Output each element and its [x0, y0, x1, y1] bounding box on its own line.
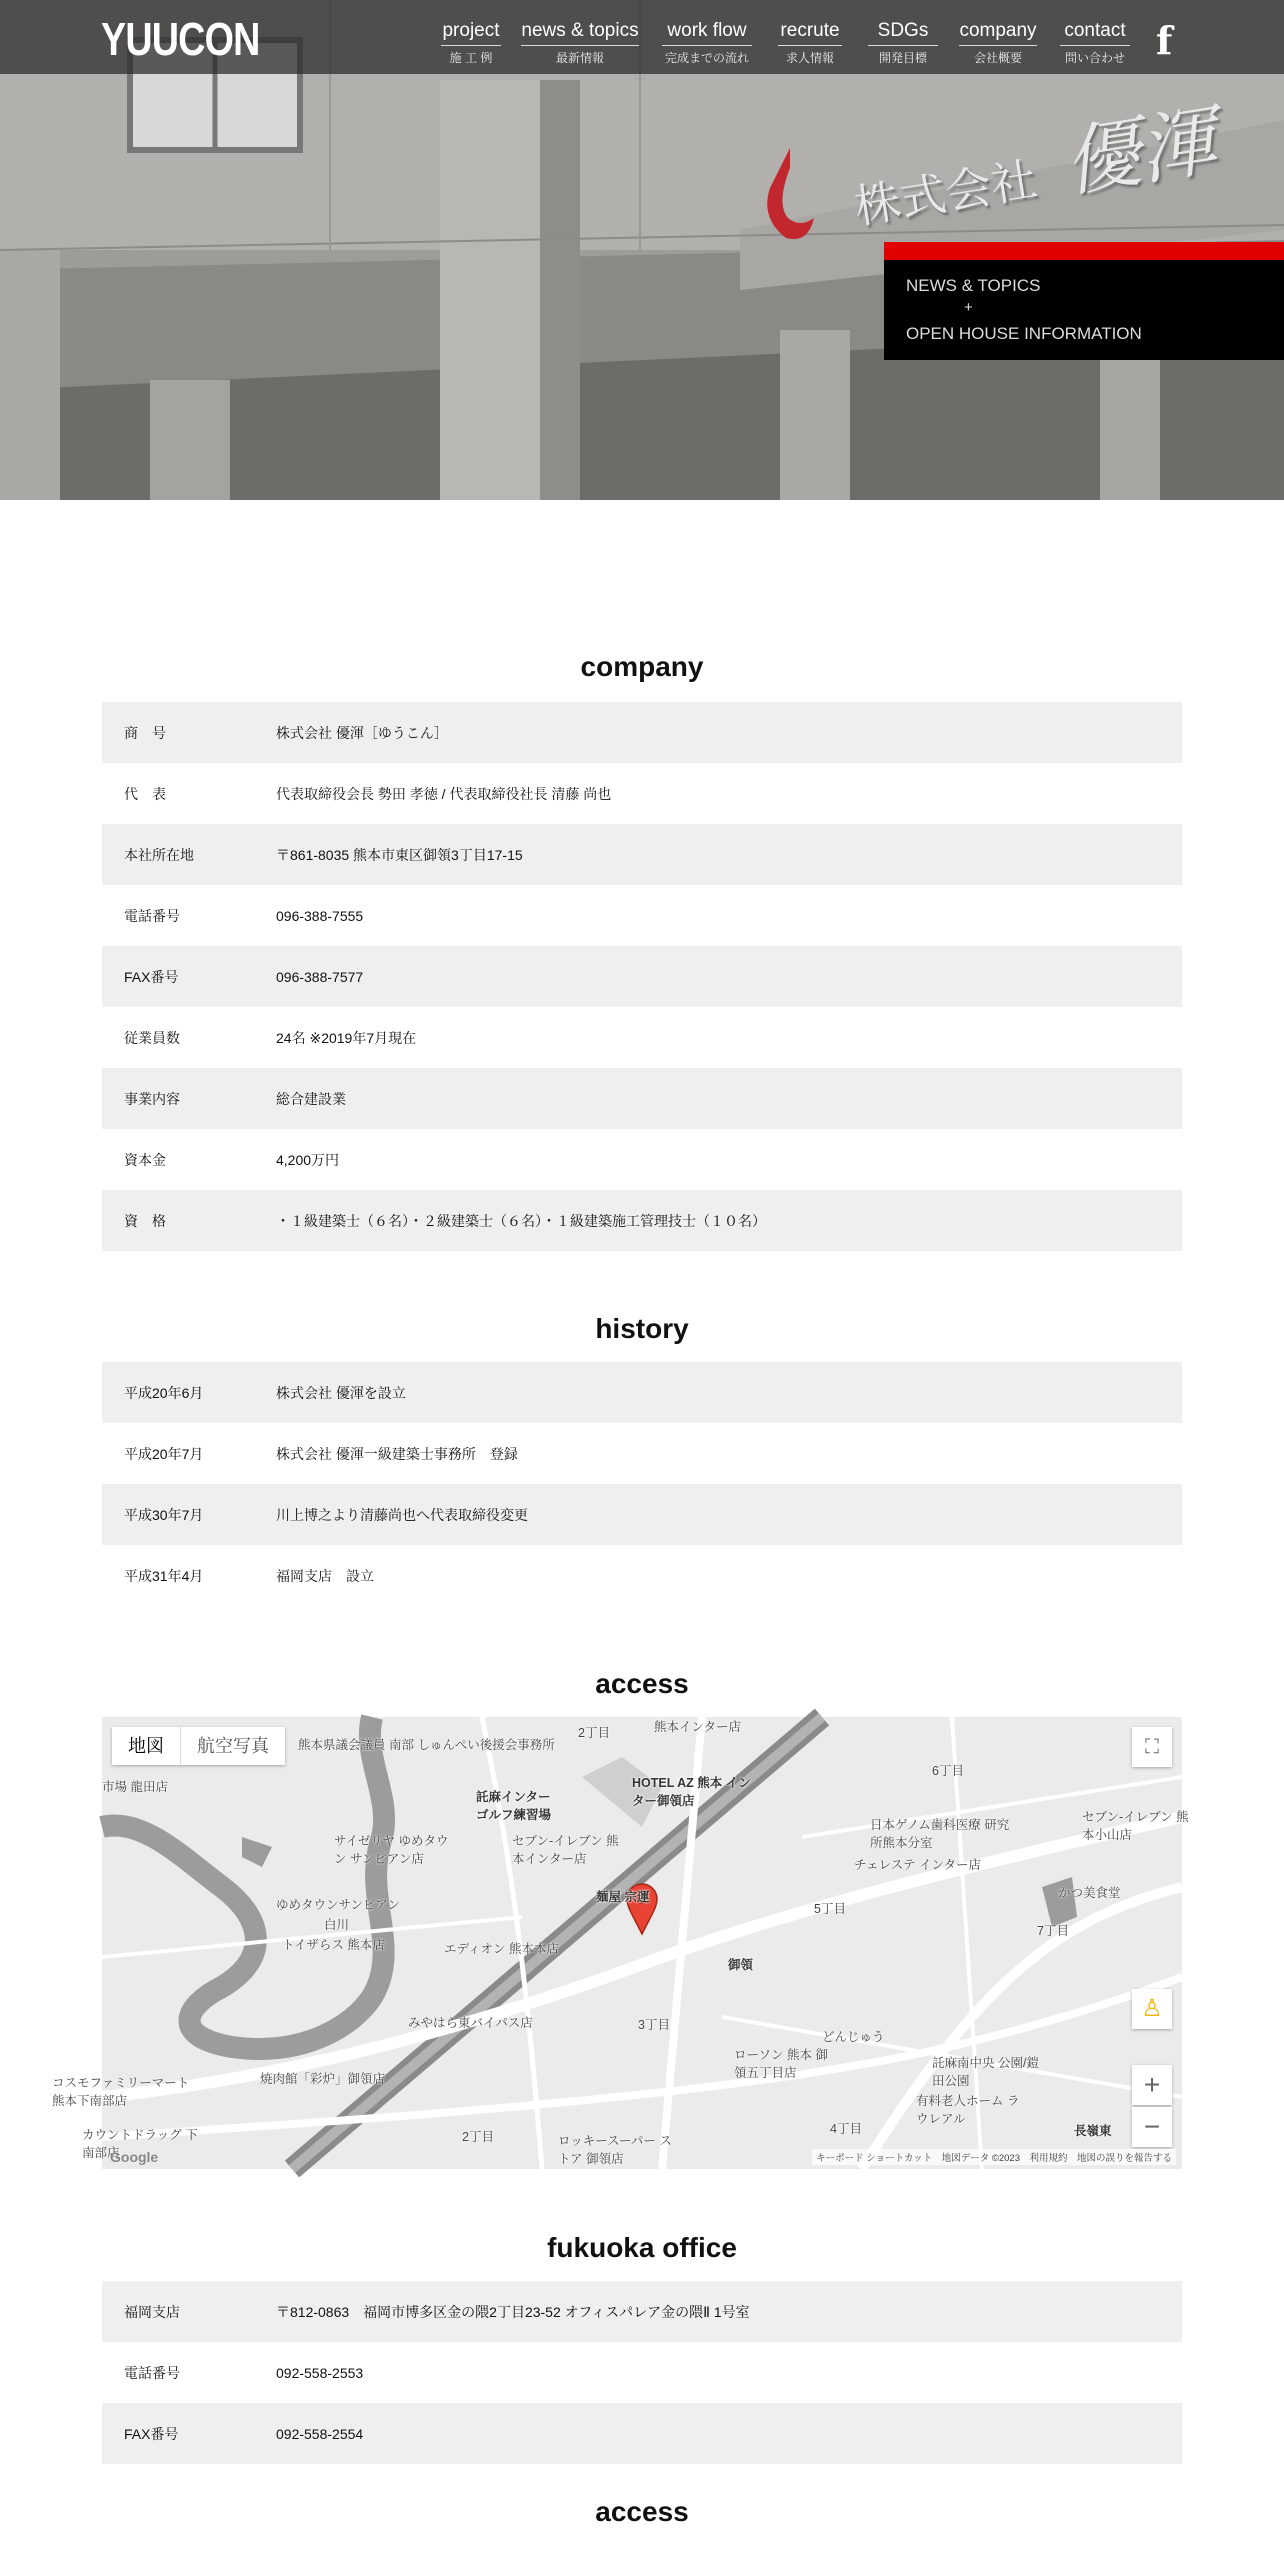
- history-title: history: [595, 1313, 689, 1344]
- banner-line-2: +: [964, 299, 973, 316]
- map-tab-map[interactable]: 地図: [112, 1727, 181, 1765]
- table-row: 代 表 代表取締役会長 勢田 孝徳 / 代表取締役社長 清藤 尚也: [124, 785, 612, 802]
- table-row: 電話番号 092-558-2553: [124, 2364, 364, 2381]
- main-nav: [0, 20, 1284, 70]
- map-label: 6丁目: [932, 1764, 964, 1778]
- map-label: 市場 龍田店: [102, 1780, 168, 1794]
- table-row: 商 号 株式会社 優渾［ゆうこん］: [102, 702, 1182, 763]
- map-label: ローソン 熊本 御領五丁目店: [734, 2048, 828, 2080]
- google-logo: Google: [110, 2149, 159, 2165]
- banner-line-1: NEWS & TOPICS: [906, 276, 1041, 295]
- map-label: 御領: [728, 1958, 754, 1972]
- map-label: 2丁目: [462, 2130, 494, 2144]
- map-label: 焼肉館「彩炉」御領店: [260, 2072, 386, 2086]
- news-topics-banner[interactable]: [884, 242, 1284, 360]
- map-label: 7丁目: [1037, 1924, 1069, 1938]
- history-table: [102, 1362, 1182, 1606]
- company-title: company: [580, 651, 704, 682]
- table-row: 電話番号 096-388-7555: [124, 907, 364, 924]
- fullscreen-icon[interactable]: ⛶: [1132, 1727, 1172, 1767]
- map-label: 託麻南中央 公園/鎧田公園: [932, 2056, 1039, 2088]
- table-row: 平成30年7月 川上博之より清藤尚也へ代表取締役変更: [102, 1484, 1182, 1545]
- map-label: 4丁目: [830, 2122, 862, 2136]
- building-sign: 株式会社 優渾: [850, 95, 1222, 235]
- map-label: 白川: [324, 1918, 350, 1932]
- map-label: コスモファミリーマート 熊本下南部店: [52, 2076, 190, 2108]
- map-label: 長嶺東: [1074, 2124, 1112, 2138]
- nav-project[interactable]: project 施 工 例: [442, 20, 500, 65]
- table-row: 資本金 4,200万円: [124, 1151, 340, 1168]
- nav-company[interactable]: company 会社概要: [959, 20, 1037, 65]
- map-label: 日本ゲノム歯科医療 研究所熊本分室: [870, 1818, 1010, 1850]
- map-label: チェレステ インター店: [854, 1858, 981, 1872]
- map-label: みやはら東バイパス店: [408, 2016, 533, 2030]
- zoom-out-button[interactable]: −: [1132, 2107, 1172, 2147]
- map-label: HOTEL AZ 熊本 インター御領店: [632, 1776, 751, 1808]
- map-label: かつ美食堂: [1058, 1886, 1121, 1900]
- banner-line-3: OPEN HOUSE INFORMATION: [906, 324, 1142, 343]
- map-label: どんじゅう: [822, 2030, 885, 2044]
- facebook-icon[interactable]: f: [1156, 18, 1173, 63]
- nav-news-topics[interactable]: news & topics 最新情報: [521, 20, 639, 65]
- google-map[interactable]: [52, 1717, 1189, 2169]
- map-label: 熊本インター店: [654, 1720, 742, 1734]
- map-tab-satellite[interactable]: 航空写真: [197, 1736, 269, 1756]
- map-label: 3丁目: [638, 2018, 670, 2032]
- company-emblem: [760, 148, 814, 244]
- map-label: 熊本県議会議員 南部 しゅんぺい後援会事務所: [298, 1738, 555, 1752]
- nav-sdgs[interactable]: SDGs 開発目標: [868, 20, 938, 66]
- street-view-pegman-icon[interactable]: ♙: [1132, 1989, 1172, 2029]
- fukuoka-office-title: fukuoka office: [547, 2232, 737, 2263]
- map-label: ロッキースーパー ストア 御領店: [558, 2134, 672, 2166]
- banner-red-bar: [884, 242, 1284, 260]
- map-footer-links[interactable]: キーボード ショートカット 地図データ ©2023 利用規約 地図の誤りを報告する: [812, 2149, 1176, 2165]
- map-label: カウントドラッグ 下南部店: [82, 2128, 198, 2160]
- table-row: 本社所在地 〒861-8035 熊本市東区御領3丁目17-15: [102, 824, 1182, 885]
- map-label: サイゼリヤ ゆめタウン サンピアン店: [334, 1834, 449, 1866]
- access-title-2: access: [595, 2496, 689, 2527]
- table-row: 平成20年6月 株式会社 優渾を設立: [102, 1362, 1182, 1423]
- table-row: 平成31年4月 福岡支店 設立: [124, 1567, 374, 1584]
- zoom-in-button[interactable]: +: [1132, 2065, 1172, 2105]
- nav-recrute[interactable]: recrute 求人情報: [778, 20, 842, 66]
- access-title: access: [595, 1668, 689, 1699]
- hero-image: [0, 0, 1284, 500]
- map-label: トイザらス 熊本店: [282, 1938, 385, 1952]
- map-label: 託麻インター ゴルフ練習場: [476, 1790, 552, 1822]
- table-row: 平成20年7月 株式会社 優渾一級建築士事務所 登録: [124, 1445, 518, 1462]
- map-label: セブン-イレブン 熊本インター店: [512, 1834, 619, 1866]
- map-label: 2丁目: [578, 1726, 610, 1740]
- table-row: 資 格 ・１級建築士（６名）・２級建築士（６名）・１級建築施工管理技士（１０名）: [102, 1190, 1182, 1251]
- map-label: 5丁目: [814, 1902, 846, 1916]
- map-label: セブン-イレブン 熊本小山店: [1082, 1810, 1189, 1842]
- table-row: FAX番号 096-388-7577: [102, 946, 1182, 1007]
- table-row: 事業内容 総合建設業: [102, 1068, 1182, 1129]
- table-row: FAX番号 092-558-2554: [102, 2403, 1182, 2464]
- fukuoka-table: [102, 2281, 1182, 2464]
- table-row: 従業員数 24名 ※2019年7月現在: [124, 1029, 417, 1046]
- map-label: エディオン 熊本本店: [444, 1942, 559, 1956]
- map-label: 有料老人ホーム ラウレアル: [916, 2094, 1020, 2126]
- nav-contact[interactable]: contact 問い合わせ: [1060, 20, 1130, 66]
- nav-work-flow[interactable]: work flow 完成までの流れ: [662, 20, 752, 66]
- company-table: [102, 702, 1182, 1251]
- map-label: ゆめタウンサンピアン: [276, 1898, 400, 1912]
- map-label: 麺屋 宗運: [596, 1890, 650, 1904]
- map-type-tabs: [112, 1727, 285, 1765]
- table-row: 福岡支店 〒812-0863 福岡市博多区金の隈2丁目23-52 オフィスパレア金の隈Ⅱ 1号室: [102, 2281, 1182, 2342]
- site-logo[interactable]: YUUCON: [101, 13, 260, 65]
